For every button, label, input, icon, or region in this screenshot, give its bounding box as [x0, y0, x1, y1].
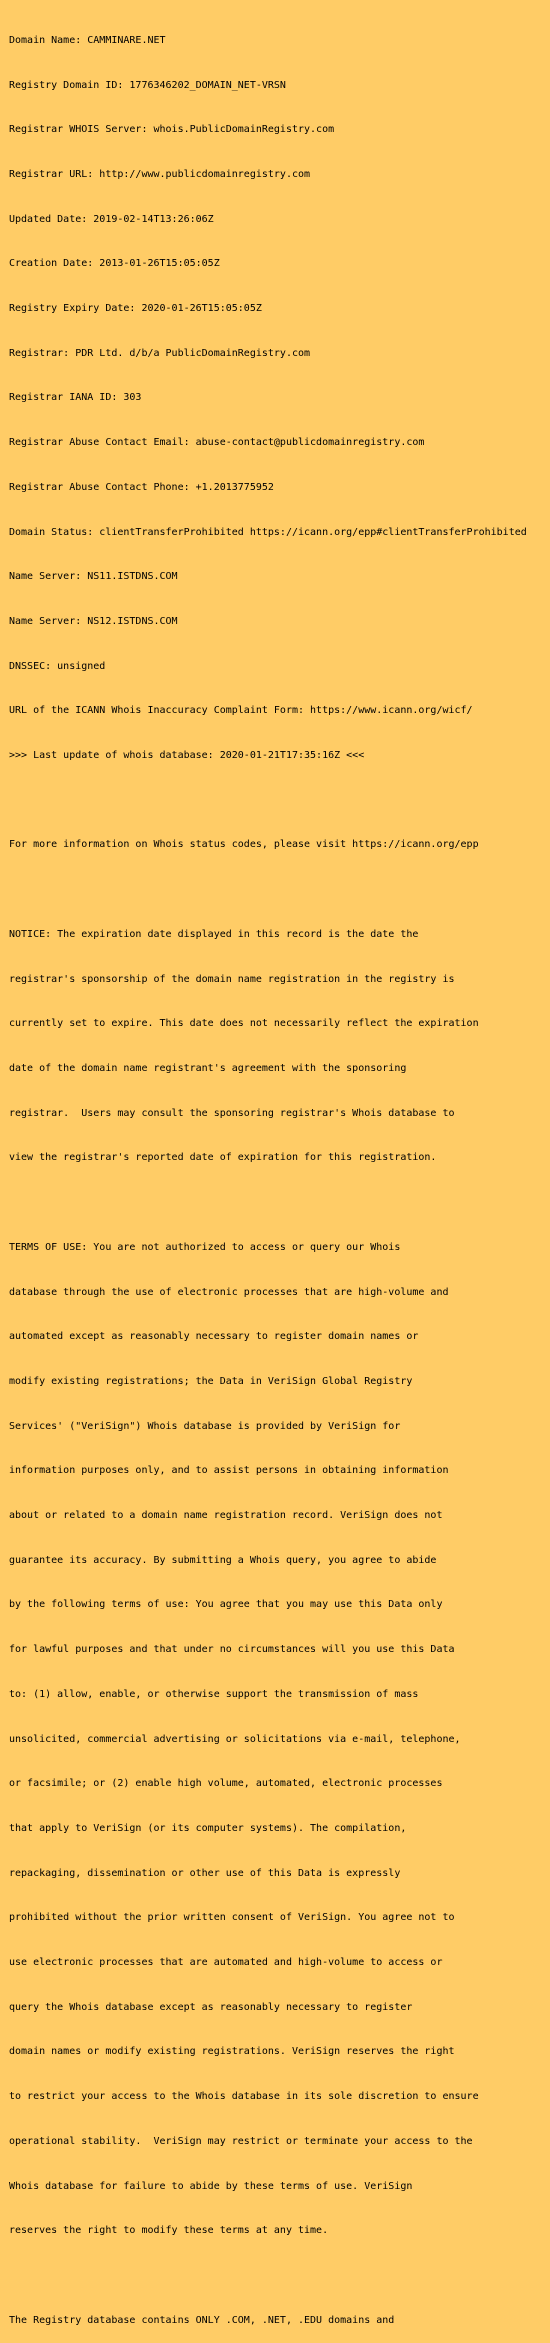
terms-line: TERMS OF USE: You are not authorized to access or query our Whois [9, 1241, 401, 1253]
last-update-line: >>> Last update of whois database: 2020-01-21T17:35:16Z <<< [9, 750, 365, 762]
terms-line: unsolicited, commercial advertising or solicitations via e-mail, telephone, [9, 1733, 461, 1745]
notice-line: registrar. Users may consult the sponsoring registrar's Whois database to [9, 1107, 455, 1119]
domain-name-line: Domain Name: CAMMINARE.NET [9, 34, 166, 46]
status-codes-info-line: For more information on Whois status codes, please visit https://icann.org/epp [9, 839, 479, 851]
name-server-line: Name Server: NS11.ISTDNS.COM [9, 571, 178, 583]
terms-line: or facsimile; or (2) enable high volume, automated, electronic processes [9, 1778, 443, 1790]
registry-domain-id-line: Registry Domain ID: 1776346202_DOMAIN_NET-VRSN [9, 79, 286, 91]
terms-line: modify existing registrations; the Data in VeriSign Global Registry [9, 1375, 413, 1387]
terms-line: to restrict your access to the Whois database in its sole discretion to ensure [9, 2091, 479, 2103]
blank-line [9, 883, 550, 898]
terms-line: automated except as reasonably necessary to register domain names or [9, 1331, 419, 1343]
registry-expiry-date-line: Registry Expiry Date: 2020-01-26T15:05:05Z [9, 303, 262, 315]
terms-line: domain names or modify existing registrations. VeriSign reserves the right [9, 2046, 455, 2058]
notice-line: currently set to expire. This date does not necessarily reflect the expiration [9, 1018, 479, 1030]
registrar-whois-server-line: Registrar WHOIS Server: whois.PublicDomainRegistry.com [9, 124, 335, 136]
abuse-phone-line: Registrar Abuse Contact Phone: +1.2013775952 [9, 481, 274, 493]
blank-line [9, 2269, 550, 2284]
name-server-line: Name Server: NS12.ISTDNS.COM [9, 615, 178, 627]
creation-date-line: Creation Date: 2013-01-26T15:05:05Z [9, 258, 220, 270]
terms-line: by the following terms of use: You agree that you may use this Data only [9, 1599, 443, 1611]
icann-complaint-url-line: URL of the ICANN Whois Inaccuracy Complaint Form: https://www.icann.org/wicf/ [9, 705, 473, 717]
notice-line: date of the domain name registrant's agreement with the sponsoring [9, 1062, 407, 1074]
terms-line: about or related to a domain name registration record. VeriSign does not [9, 1510, 443, 1522]
blank-line [9, 1196, 550, 1211]
terms-line: for lawful purposes and that under no circumstances will you use this Data [9, 1644, 455, 1656]
terms-line: query the Whois database except as reasonably necessary to register [9, 2001, 413, 2013]
notice-line: registrar's sponsorship of the domain name registration in the registry is [9, 973, 455, 985]
notice-line: view the registrar's reported date of expiration for this registration. [9, 1152, 437, 1164]
domain-status-line: Domain Status: clientTransferProhibited https://icann.org/epp#clientTransferProhibited [9, 526, 527, 538]
terms-line: operational stability. VeriSign may restrict or terminate your access to the [9, 2135, 473, 2147]
registrar-iana-id-line: Registrar IANA ID: 303 [9, 392, 142, 404]
updated-date-line: Updated Date: 2019-02-14T13:26:06Z [9, 213, 214, 225]
abuse-email-line: Registrar Abuse Contact Email: abuse-contact@publicdomainregistry.com [9, 437, 425, 449]
terms-line: Services' ("VeriSign") Whois database is provided by VeriSign for [9, 1420, 401, 1432]
terms-line: that apply to VeriSign (or its computer systems). The compilation, [9, 1822, 407, 1834]
terms-line: repackaging, dissemination or other use of this Data is expressly [9, 1867, 401, 1879]
blank-line [9, 794, 550, 809]
terms-line: guarantee its accuracy. By submitting a Whois query, you agree to abide [9, 1554, 437, 1566]
terms-line: reserves the right to modify these terms at any time. [9, 2225, 329, 2237]
terms-line: database through the use of electronic processes that are high-volume and [9, 1286, 449, 1298]
terms-line: to: (1) allow, enable, or otherwise support the transmission of mass [9, 1688, 419, 1700]
terms-line: prohibited without the prior written consent of VeriSign. You agree not to [9, 1912, 455, 1924]
whois-record [9, 4, 550, 2343]
registry-scope-line: The Registry database contains ONLY .COM, .NET, .EDU domains and [9, 2314, 395, 2326]
registrar-line: Registrar: PDR Ltd. d/b/a PublicDomainRegistry.com [9, 347, 311, 359]
terms-line: use electronic processes that are automated and high-volume to access or [9, 1957, 443, 1969]
terms-line: information purposes only, and to assist persons in obtaining information [9, 1465, 449, 1477]
notice-line: NOTICE: The expiration date displayed in this record is the date the [9, 928, 419, 940]
registrar-url-line: Registrar URL: http://www.publicdomainregistry.com [9, 168, 311, 180]
terms-line: Whois database for failure to abide by these terms of use. VeriSign [9, 2180, 413, 2192]
dnssec-line: DNSSEC: unsigned [9, 660, 106, 672]
